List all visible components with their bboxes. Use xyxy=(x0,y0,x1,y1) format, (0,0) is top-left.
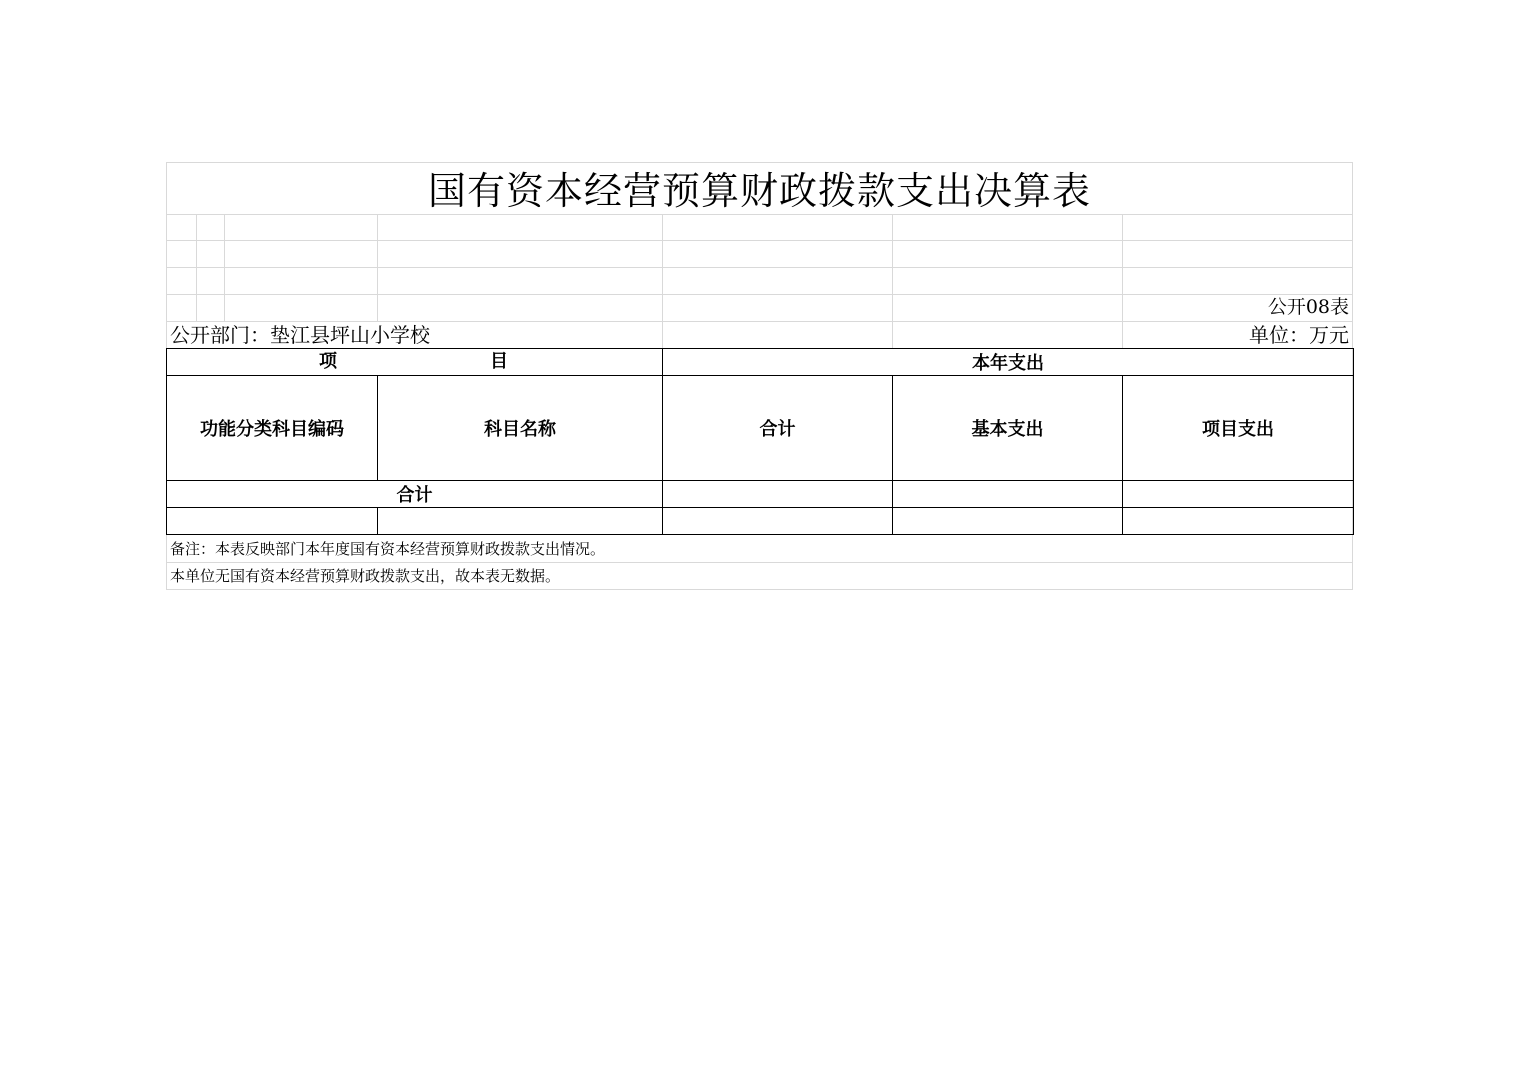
item-header-char-1: 项 xyxy=(319,351,337,372)
gridline xyxy=(224,214,225,321)
expenditure-table xyxy=(166,348,1354,535)
header-row-1 xyxy=(167,349,1354,376)
report-sheet xyxy=(166,162,1353,590)
gridline xyxy=(892,214,893,348)
note-description: 备注：本表反映部门本年度国有资本经营预算财政拨款支出情况。 xyxy=(170,540,606,558)
table-cell xyxy=(378,508,663,535)
header-row-2 xyxy=(167,376,1354,481)
table-row xyxy=(167,508,1354,535)
gridline xyxy=(166,240,1353,241)
gridline xyxy=(166,294,1353,295)
item-header-cell xyxy=(167,349,663,376)
total-row-label: 合计 xyxy=(167,481,663,508)
column-header-project: 项目支出 xyxy=(1123,376,1354,481)
total-row-project-cell xyxy=(1123,481,1354,508)
table-cell xyxy=(663,508,893,535)
gridline xyxy=(166,589,1353,590)
table-cell xyxy=(167,508,378,535)
form-number: 公开08表 xyxy=(1267,296,1349,318)
item-header-char-2: 目 xyxy=(490,351,508,372)
gridline xyxy=(196,214,197,321)
total-row-total-cell xyxy=(663,481,893,508)
gridline xyxy=(1122,214,1123,348)
column-header-basic: 基本支出 xyxy=(893,376,1123,481)
gridline xyxy=(377,214,378,321)
total-row xyxy=(167,481,1354,508)
table-cell xyxy=(1123,508,1354,535)
gridline xyxy=(662,214,663,348)
department-label: 公开部门：垫江县坪山小学校 xyxy=(170,323,430,347)
table-cell xyxy=(893,508,1123,535)
unit-label: 单位：万元 xyxy=(1249,323,1349,347)
column-header-total: 合计 xyxy=(663,376,893,481)
gridline xyxy=(166,214,1353,215)
report-title: 国有资本经营预算财政拨款支出决算表 xyxy=(427,169,1091,213)
column-header-name: 科目名称 xyxy=(378,376,663,481)
current-year-header: 本年支出 xyxy=(663,349,1354,376)
note-no-data: 本单位无国有资本经营预算财政拨款支出，故本表无数据。 xyxy=(170,567,561,585)
gridline xyxy=(166,267,1353,268)
total-row-basic-cell xyxy=(893,481,1123,508)
column-header-code: 功能分类科目编码 xyxy=(167,376,378,481)
